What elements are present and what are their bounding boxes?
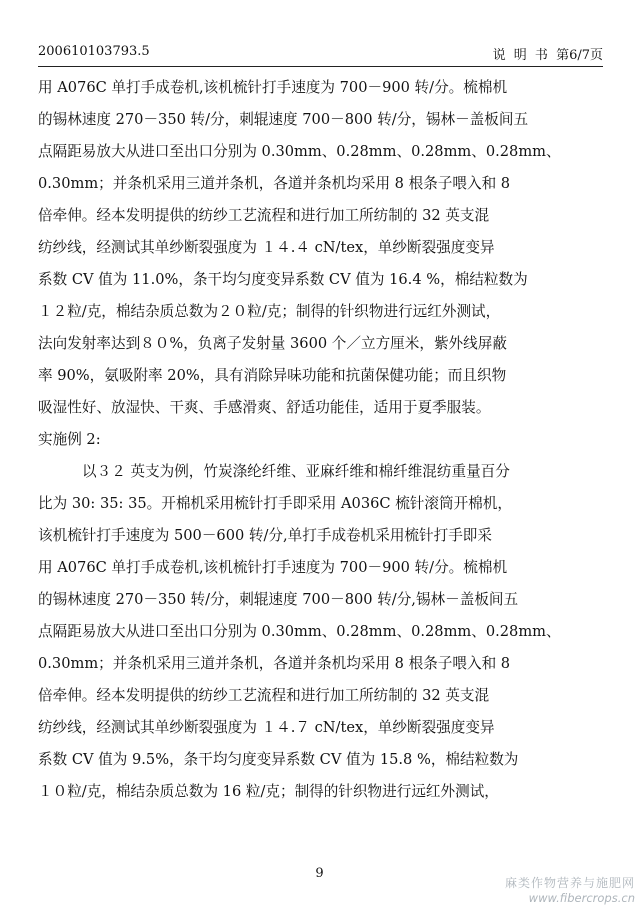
text-line: 法向发射率达到８０%，负离子发射量 3600 个／立方厘米，紫外线屏蔽 — [38, 335, 507, 352]
example-heading: 实施例 2: — [38, 431, 101, 448]
watermark-url: www.fibercrops.cn — [528, 891, 635, 905]
text-line: 点隔距易放大从进口至出口分别为 0.30mm、0.28mm、0.28mm、0.28mm、 — [38, 623, 561, 640]
watermark-site-name: 麻类作物营养与施肥网 — [504, 876, 635, 890]
text-line: 用 A076C 单打手成卷机,该机梳针打手速度为 700－900 转/分。梳棉机 — [38, 79, 508, 96]
text-line: 的锡林速度 270－350 转/分，刺辊速度 700－800 转/分，锡林－盖板间五 — [38, 111, 529, 128]
text-line: 吸湿性好、放湿快、干爽、手感滑爽、舒适功能佳，适用于夏季服装。 — [38, 399, 491, 416]
text-line: 该机梳针打手速度为 500－600 转/分,单打手成卷机采用梳针打手即采 — [38, 527, 492, 544]
text-line: 率 90%，氨吸附率 20%，具有消除异味功能和抗菌保健功能；而且织物 — [38, 367, 507, 384]
header-divider — [38, 66, 603, 67]
text-line: 纺纱线，经测试其单纱断裂强度为 １４.４ cN/tex，单纱断裂强度变异 — [38, 239, 495, 256]
text-line: 0.30mm；并条机采用三道并条机，各道并条机均采用 8 根条子喂入和 8 — [38, 175, 511, 192]
page-header — [38, 44, 603, 66]
text-line: 以３２ 英支为例，竹炭涤纶纤维、亚麻纤维和棉纤维混纺重量百分 — [82, 463, 510, 480]
watermark — [505, 876, 635, 906]
text-line: 系数 CV 值为 9.5%，条干均匀度变异系数 CV 值为 15.8 %，棉结粒数为 — [38, 751, 519, 768]
text-line: １０粒/克，棉结杂质总数为 16 粒/克；制得的针织物进行远红外测试， — [38, 783, 499, 800]
text-line: 的锡林速度 270－350 转/分，刺辊速度 700－800 转/分,锡林－盖板间五 — [38, 591, 519, 608]
text-line: 0.30mm；并条机采用三道并条机，各道并条机均采用 8 根条子喂入和 8 — [38, 655, 511, 672]
page-number: 9 — [315, 866, 324, 881]
document-type-page-label: 说 明 书 第6/7页 — [492, 48, 603, 63]
text-line: 系数 CV 值为 11.0%，条干均匀度变异系数 CV 值为 16.4 %，棉结粒数为 — [38, 271, 528, 288]
text-line: 比为 30: 35: 35。开棉机采用梳针打手即采用 A036C 梳针滚筒开棉机， — [38, 495, 512, 512]
text-line: 纺纱线，经测试其单纱断裂强度为 １４.７ cN/tex，单纱断裂强度变异 — [38, 719, 495, 736]
text-line: １２粒/克，棉结杂质总数为２０粒/克；制得的针织物进行远红外测试， — [38, 303, 501, 320]
text-line: 倍牵伸。经本发明提供的纺纱工艺流程和进行加工所纺制的 32 英支混 — [38, 687, 490, 704]
text-line: 点隔距易放大从进口至出口分别为 0.30mm、0.28mm、0.28mm、0.28mm、 — [38, 143, 561, 160]
description-body — [38, 72, 604, 808]
application-number: 200610103793.5 — [38, 44, 150, 59]
text-line: 倍牵伸。经本发明提供的纺纱工艺流程和进行加工所纺制的 32 英支混 — [38, 207, 490, 224]
text-line: 用 A076C 单打手成卷机,该机梳针打手速度为 700－900 转/分。梳棉机 — [38, 559, 508, 576]
